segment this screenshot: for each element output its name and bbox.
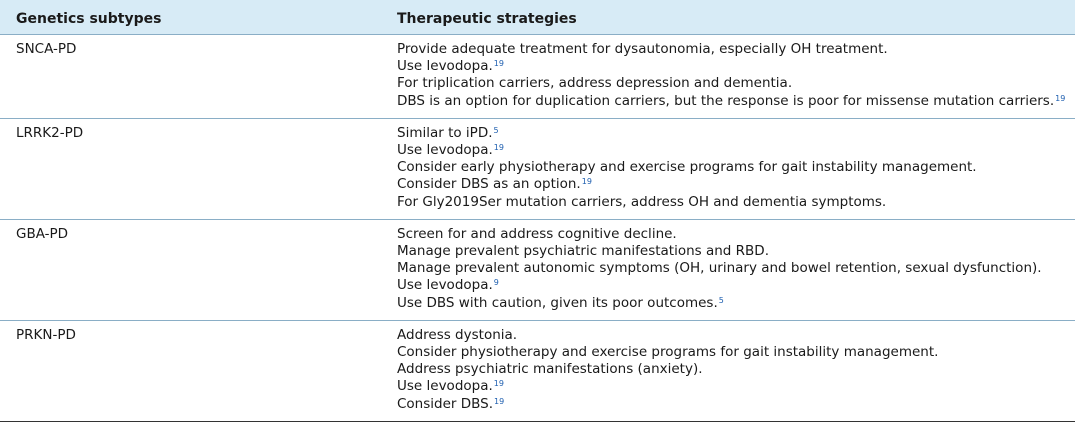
strategy-line — [397, 58, 1075, 75]
subtype-cell — [0, 119, 378, 219]
subtype-label: SNCA-PD — [16, 41, 77, 57]
reference-superscript[interactable]: 9 — [493, 278, 499, 288]
reference-superscript[interactable]: 5 — [718, 295, 724, 305]
strategy-text: Use levodopa. — [397, 378, 493, 395]
strategy-line — [397, 327, 1075, 344]
strategy-line — [397, 277, 1075, 294]
strategy-line — [397, 159, 1075, 176]
strategy-line — [397, 378, 1075, 395]
strategy-line — [397, 125, 1075, 142]
reference-superscript[interactable]: 19 — [493, 59, 504, 69]
subtype-label: LRRK2-PD — [16, 124, 84, 141]
strategy-line — [397, 295, 1075, 312]
strategy-line — [397, 260, 1075, 277]
reference-superscript[interactable]: 5 — [493, 125, 499, 135]
strategy-text: Use levodopa. — [397, 142, 493, 159]
header-strategies-label: Therapeutic strategies — [397, 10, 577, 27]
reference-superscript[interactable]: 19 — [493, 379, 504, 389]
header-cell-subtypes — [0, 8, 378, 27]
subtype-cell — [0, 321, 378, 421]
strategy-line — [397, 226, 1075, 243]
subtype-cell — [0, 220, 378, 320]
strategy-text: Consider DBS as an option. — [397, 176, 581, 193]
table-row — [0, 34, 1075, 118]
strategy-text: Screen for and address cognitive decline. — [397, 225, 677, 242]
strategy-text: Provide adequate treatment for dysautonomia, especially OH treatment. — [397, 41, 888, 57]
strategy-text: Consider DBS. — [397, 395, 494, 412]
table-row — [0, 118, 1075, 219]
strategy-text: For triplication carriers, address depression and dementia. — [397, 75, 793, 92]
subtype-cell — [0, 35, 378, 118]
strategy-text: Consider early physiotherapy and exercise programs for gait instability management. — [397, 159, 977, 176]
strategy-line — [397, 93, 1075, 110]
reference-superscript[interactable]: 19 — [493, 143, 504, 153]
table-header — [0, 0, 1075, 34]
strategy-text: Address psychiatric manifestations (anxiety). — [397, 361, 703, 378]
strategy-line — [397, 41, 1075, 58]
strategy-text: Manage prevalent autonomic symptoms (OH, urinary and bowel retention, sexual dysfunction). — [397, 260, 1042, 277]
strategy-line — [397, 142, 1075, 159]
reference-superscript[interactable]: 19 — [1055, 93, 1066, 103]
strategy-line — [397, 396, 1075, 413]
strategies-cell — [378, 220, 1075, 320]
strategies-cell — [378, 321, 1075, 421]
strategy-text: DBS is an option for duplication carriers, but the response is poor for missense mutation carriers. — [397, 92, 1055, 109]
strategies-cell — [378, 35, 1075, 118]
strategy-text: Address dystonia. — [397, 326, 518, 343]
table-row — [0, 320, 1075, 421]
strategy-line — [397, 75, 1075, 92]
strategy-text: Use DBS with caution, given its poor outcomes. — [397, 294, 718, 311]
strategy-line — [397, 361, 1075, 378]
header-subtypes-label: Genetics subtypes — [16, 10, 162, 27]
reference-superscript[interactable]: 19 — [494, 396, 505, 406]
reference-superscript[interactable]: 19 — [581, 177, 592, 187]
strategy-line — [397, 194, 1075, 211]
strategy-line — [397, 243, 1075, 260]
subtype-label: PRKN-PD — [16, 326, 76, 343]
strategy-line — [397, 344, 1075, 361]
strategy-line — [397, 176, 1075, 193]
table-body — [0, 34, 1075, 421]
table-row — [0, 219, 1075, 320]
strategy-text: Manage prevalent psychiatric manifestations and RBD. — [397, 243, 769, 260]
strategies-cell — [378, 119, 1075, 219]
strategy-text: Similar to iPD. — [397, 124, 493, 141]
table-bottom-rule — [0, 421, 1075, 422]
strategy-text: For Gly2019Ser mutation carriers, address OH and dementia symptoms. — [397, 193, 887, 210]
strategy-text: Use levodopa. — [397, 277, 493, 294]
subtype-label: GBA-PD — [16, 225, 69, 242]
header-cell-strategies — [378, 8, 1075, 27]
strategy-text: Use levodopa. — [397, 58, 493, 75]
strategy-text: Consider physiotherapy and exercise programs for gait instability management. — [397, 344, 939, 361]
